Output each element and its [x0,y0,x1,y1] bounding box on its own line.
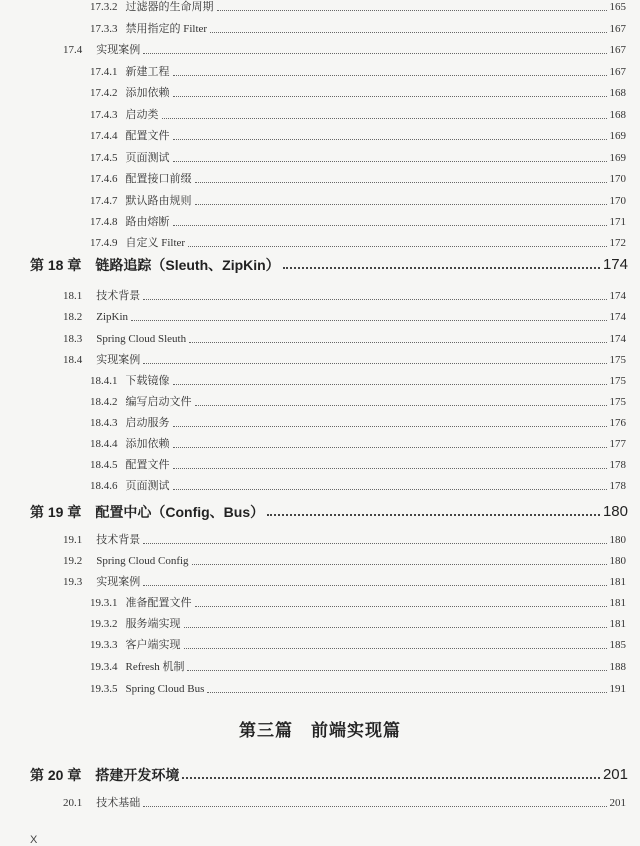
entry-title: 页面测试 [125,480,170,492]
entry-title: 过滤器的生命周期 [125,1,214,13]
entry-page: 174 [609,311,626,323]
toc-entry [90,59,626,79]
entry-title: 路由熔断 [125,216,170,228]
dot-leader [184,647,607,649]
entry-number: 17.4.5 [90,152,118,164]
entry-title: 准备配置文件 [125,597,192,609]
dot-leader [173,160,607,162]
entry-page: 172 [609,237,626,249]
toc-entry [90,632,626,652]
entry-number: 17.4.4 [90,130,118,142]
entry-number: 17.4.9 [90,237,118,249]
entry-page: 167 [609,23,626,35]
toc-entry [90,611,626,631]
entry-page: 168 [609,87,626,99]
chapter-title: 链路追踪（Sleuth、ZipKin） [95,257,280,273]
entry-number: 19.2 [63,555,83,567]
dot-leader [210,31,606,33]
entry-title: 配置文件 [125,130,170,142]
entry-number: 18.1 [63,290,83,302]
dot-leader [143,805,606,807]
entry-page: 169 [609,152,626,164]
entry-title: 添加依赖 [125,438,170,450]
toc-entry [90,473,626,493]
dot-leader [143,298,606,300]
toc-entry [63,37,626,57]
dot-leader [173,138,607,140]
toc-entry [90,209,626,229]
toc-entry [90,188,626,208]
dot-leader [143,52,606,54]
entry-page: 201 [609,797,626,809]
toc-entry [90,590,626,610]
entry-page: 177 [609,438,626,450]
dot-leader [143,542,606,544]
entry-title: Spring Cloud Config [96,555,189,567]
entry-title: 配置文件 [125,459,170,471]
entry-title: 默认路由规则 [125,195,192,207]
entry-page: 167 [609,66,626,78]
chapter-title: 配置中心（Config、Bus） [95,504,265,520]
entry-title: 新建工程 [125,66,170,78]
page-letter: X [30,834,38,846]
entry-page: 170 [609,173,626,185]
chapter-number: 第 19 章 [30,504,82,520]
entry-title: 技术背景 [96,534,141,546]
entry-number: 18.4 [63,354,83,366]
entry-number: 17.4.6 [90,173,118,185]
entry-number: 18.4.3 [90,417,118,429]
entry-number: 19.1 [63,534,83,546]
toc-entry [90,123,626,143]
entry-title: ZipKin [96,311,129,323]
entry-page: 180 [609,534,626,546]
entry-title: Spring Cloud Sleuth [96,333,187,345]
dot-leader [267,513,600,516]
dot-leader [182,776,600,779]
entry-page: 175 [609,375,626,387]
entry-number: 20.1 [63,797,83,809]
entry-title: 实现案例 [96,354,141,366]
dot-leader [188,245,606,247]
toc-entry [63,326,626,346]
chapter-heading [30,248,628,274]
toc-entry [90,389,626,409]
entry-number: 17.4.8 [90,216,118,228]
entry-title: 实现案例 [96,576,141,588]
dot-leader [173,488,607,490]
entry-page: 180 [609,555,626,567]
entry-number: 18.4.1 [90,375,118,387]
part-heading: 第三篇 前端实现篇 [239,721,401,740]
toc-entry [90,368,626,388]
entry-page: 168 [609,109,626,121]
chapter-heading [30,758,628,784]
toc-entry [90,0,626,14]
toc-entry [63,569,626,589]
toc-entry [90,145,626,165]
toc-entry [90,654,626,674]
toc-entry [63,283,626,303]
dot-leader [195,404,607,406]
dot-leader [173,95,607,97]
dot-leader [173,74,607,76]
dot-leader [192,563,607,565]
entry-title: 服务端实现 [125,618,181,630]
entry-title: 配置接口前缀 [125,173,192,185]
entry-title: 技术基础 [96,797,141,809]
entry-number: 18.2 [63,311,83,323]
entry-number: 19.3.5 [90,683,118,695]
entry-page: 181 [609,597,626,609]
dot-leader [184,626,607,628]
chapter-page: 180 [602,503,628,520]
entry-number: 17.4.7 [90,195,118,207]
entry-number: 19.3 [63,576,83,588]
entry-title: Refresh 机制 [125,661,185,673]
entry-page: 167 [609,44,626,56]
dot-leader [187,669,606,671]
entry-page: 181 [609,618,626,630]
entry-number: 18.4.4 [90,438,118,450]
dot-leader [173,224,607,226]
entry-number: 18.4.5 [90,459,118,471]
toc-entry [90,676,626,696]
dot-leader [283,266,600,269]
entry-page: 171 [609,216,626,228]
entry-title: 客户端实现 [125,639,181,651]
entry-title: 编写启动文件 [125,396,192,408]
dot-leader [217,9,607,11]
entry-page: 175 [609,396,626,408]
entry-page: 165 [609,1,626,13]
dot-leader [173,425,607,427]
dot-leader [189,341,606,343]
dot-leader [173,446,607,448]
toc-entry [63,527,626,547]
dot-leader [195,181,607,183]
chapter-title: 搭建开发环境 [95,767,180,783]
toc-entry [90,410,626,430]
entry-page: 188 [609,661,626,673]
entry-page: 176 [609,417,626,429]
entry-page: 178 [609,459,626,471]
dot-leader [195,203,607,205]
toc-entry [90,166,626,186]
dot-leader [143,362,606,364]
entry-title: Spring Cloud Bus [125,683,205,695]
entry-page: 169 [609,130,626,142]
entry-number: 17.4.1 [90,66,118,78]
chapter-number: 第 18 章 [30,257,82,273]
entry-number: 17.4.3 [90,109,118,121]
dot-leader [173,467,607,469]
dot-leader [173,383,607,385]
entry-page: 191 [609,683,626,695]
chapter-heading [30,495,628,521]
entry-number: 19.3.1 [90,597,118,609]
entry-title: 实现案例 [96,44,141,56]
entry-number: 17.3.3 [90,23,118,35]
toc-entry [90,452,626,472]
entry-number: 19.3.4 [90,661,118,673]
entry-title: 禁用指定的 Filter [125,23,208,35]
chapter-number: 第 20 章 [30,767,82,783]
toc-entry [63,304,626,324]
entry-title: 启动服务 [125,417,170,429]
entry-number: 17.4 [63,44,83,56]
entry-title: 技术背景 [96,290,141,302]
toc-entry [63,548,626,568]
chapter-page: 201 [602,766,628,783]
entry-number: 19.3.2 [90,618,118,630]
entry-title: 启动类 [125,109,159,121]
entry-page: 178 [609,480,626,492]
entry-page: 175 [609,354,626,366]
entry-number: 19.3.3 [90,639,118,651]
entry-number: 18.4.2 [90,396,118,408]
entry-title: 添加依赖 [125,87,170,99]
entry-number: 17.3.2 [90,1,118,13]
dot-leader [131,319,606,321]
chapter-page: 174 [602,256,628,273]
dot-leader [195,605,607,607]
entry-page: 185 [609,639,626,651]
entry-number: 18.4.6 [90,480,118,492]
toc-entry [63,347,626,367]
entry-number: 18.3 [63,333,83,345]
entry-page: 174 [609,290,626,302]
toc-entry [90,230,626,250]
dot-leader [162,117,607,119]
toc-entry [63,790,626,810]
toc-entry [90,102,626,122]
entry-page: 174 [609,333,626,345]
toc-entry [90,80,626,100]
entry-page: 170 [609,195,626,207]
entry-number: 17.4.2 [90,87,118,99]
dot-leader [207,691,606,693]
entry-title: 自定义 Filter [125,237,186,249]
dot-leader [143,584,606,586]
entry-title: 页面测试 [125,152,170,164]
entry-page: 181 [609,576,626,588]
entry-title: 下载镜像 [125,375,170,387]
toc-entry [90,431,626,451]
toc-entry [90,16,626,36]
